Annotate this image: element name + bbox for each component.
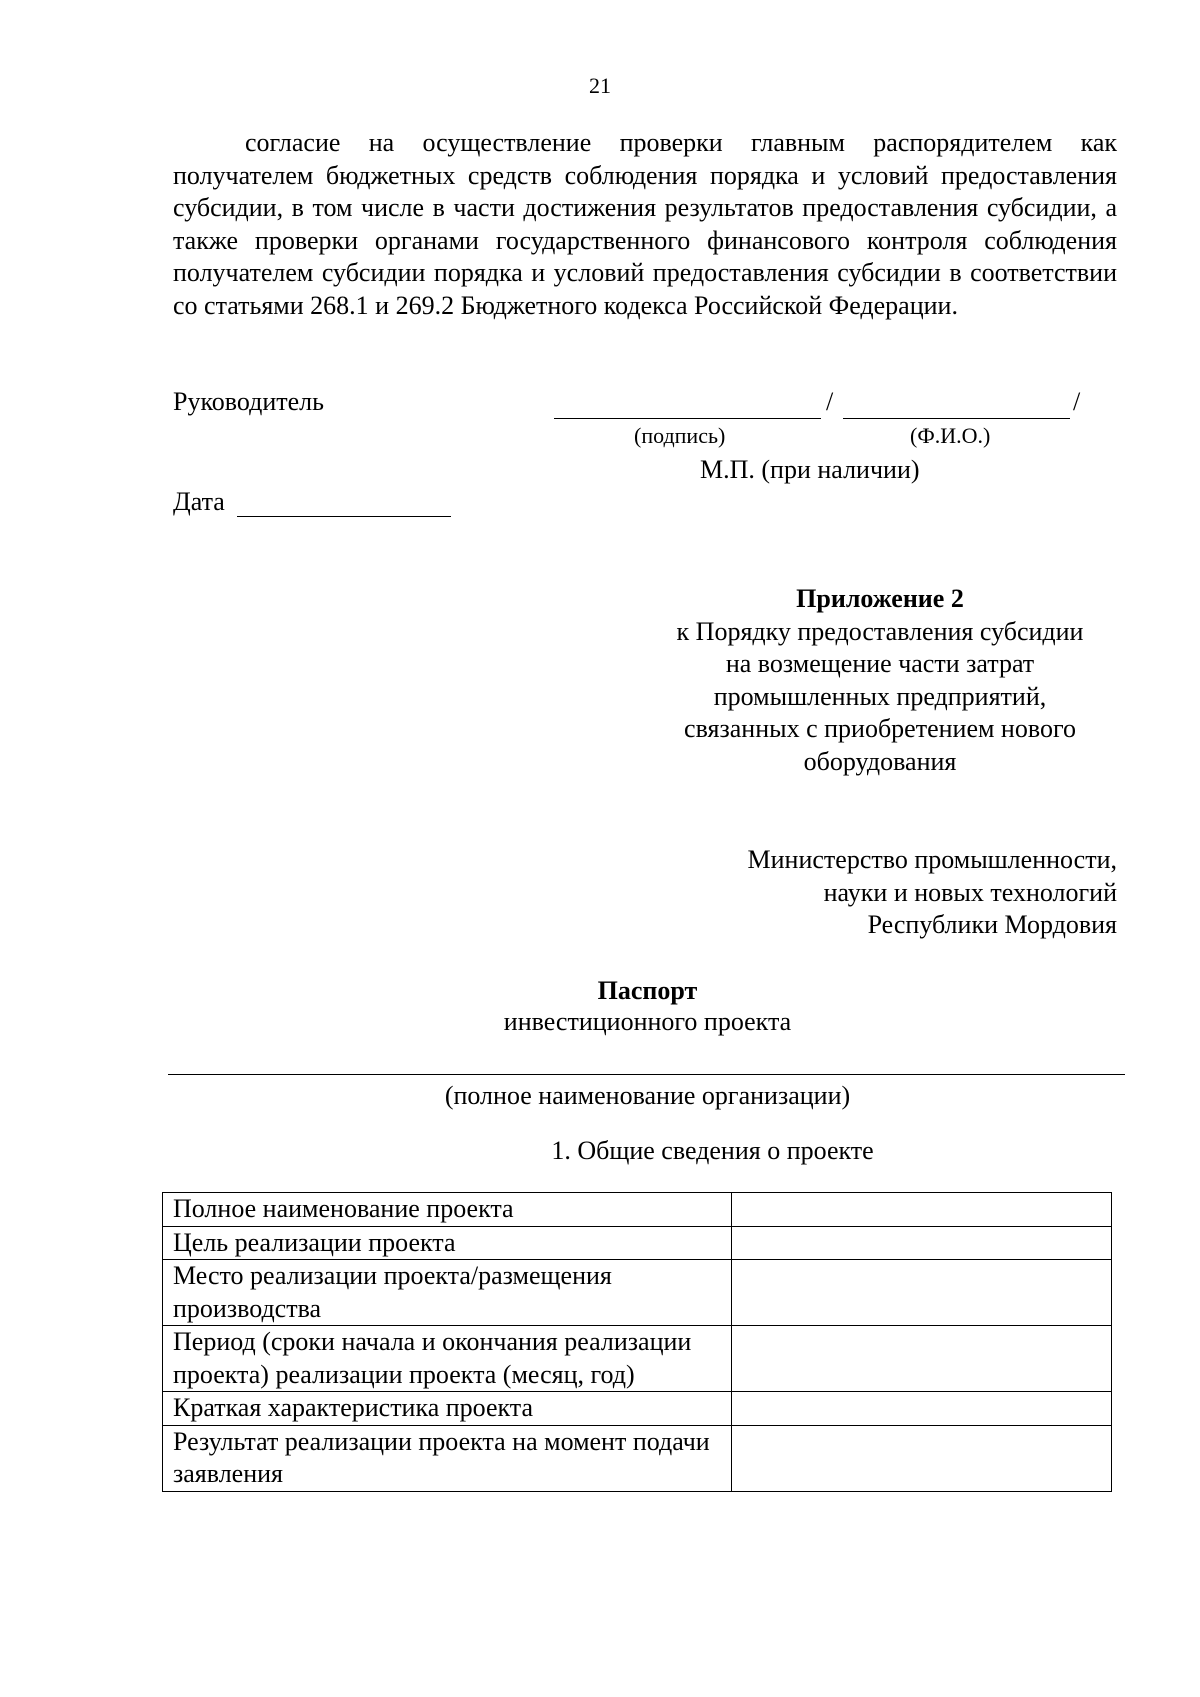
addressee-line: Республики Мордовия (867, 910, 1117, 939)
table-row-value (731, 1392, 1111, 1426)
organization-caption: (полное наименование организации) (444, 1081, 851, 1110)
table-row (163, 1392, 1112, 1426)
table-row-label: Место реализации проекта/размещения производства (163, 1260, 732, 1326)
appendix-line: промышленных предприятий, (713, 681, 1047, 711)
fio-line (843, 418, 1070, 419)
table-row-label: Краткая характеристика проекта (163, 1392, 732, 1426)
table-row-label: Результат реализации проекта на момент подачи заявления (163, 1425, 732, 1491)
appendix-line: оборудования (803, 746, 957, 776)
general-info-table (162, 1192, 1112, 1492)
stamp-note: М.П. (при наличии) (700, 455, 920, 484)
table-row-value (731, 1226, 1111, 1260)
date-label: Дата (173, 487, 225, 516)
passport-title: Паспорт (597, 976, 698, 1005)
table-row-label: Полное наименование проекта (163, 1193, 732, 1227)
table-row-label: Цель реализации проекта (163, 1226, 732, 1260)
signature-slash-2: / (1073, 387, 1081, 416)
passport-subtitle: инвестиционного проекта (503, 1007, 792, 1036)
appendix-header (652, 583, 1108, 778)
table-row (163, 1193, 1112, 1227)
appendix-title: Приложение 2 (796, 584, 964, 613)
table-row (163, 1326, 1112, 1392)
organization-name-line (168, 1074, 1125, 1075)
addressee-block (640, 844, 1117, 942)
fio-caption: (Ф.И.О.) (910, 423, 991, 448)
addressee-line: науки и новых технологий (823, 877, 1117, 907)
table-row (163, 1260, 1112, 1326)
section-title: 1. Общие сведения о проекте (551, 1136, 874, 1165)
signature-caption: (подпись) (634, 423, 726, 448)
addressee-line: Министерство промышленности, (747, 845, 1117, 874)
signature-line (554, 418, 821, 419)
table-row-value (731, 1260, 1111, 1326)
signature-role-label: Руководитель (173, 387, 324, 416)
signature-slash-1: / (826, 387, 834, 416)
table-row (163, 1425, 1112, 1491)
appendix-line: связанных с приобретением нового (684, 714, 1076, 743)
table-row-value (731, 1193, 1111, 1227)
table-row-value (731, 1326, 1111, 1392)
table-row (163, 1226, 1112, 1260)
consent-paragraph: согласие на осуществление проверки главным распорядителем как получателем бюджетных средств соблюдения порядка и условий предоставления субсидии, в том числе в части достижения результатов предоставления субсидии, а также проверки органами государственного финансового контроля соблюдения получателем субсидии порядка и условий предоставления субсидии в соответствии со статьями 268.1 и 269.2 Бюджетного кодекса Российской Федерации. (173, 128, 1117, 320)
page-number: 21 (589, 73, 611, 98)
date-line (237, 516, 451, 517)
table-row-label: Период (сроки начала и окончания реализации проекта) реализации проекта (месяц, год) (163, 1326, 732, 1392)
appendix-line: к Порядку предоставления субсидии (676, 616, 1084, 646)
appendix-line: на возмещение части затрат (725, 649, 1035, 678)
table-row-value (731, 1425, 1111, 1491)
